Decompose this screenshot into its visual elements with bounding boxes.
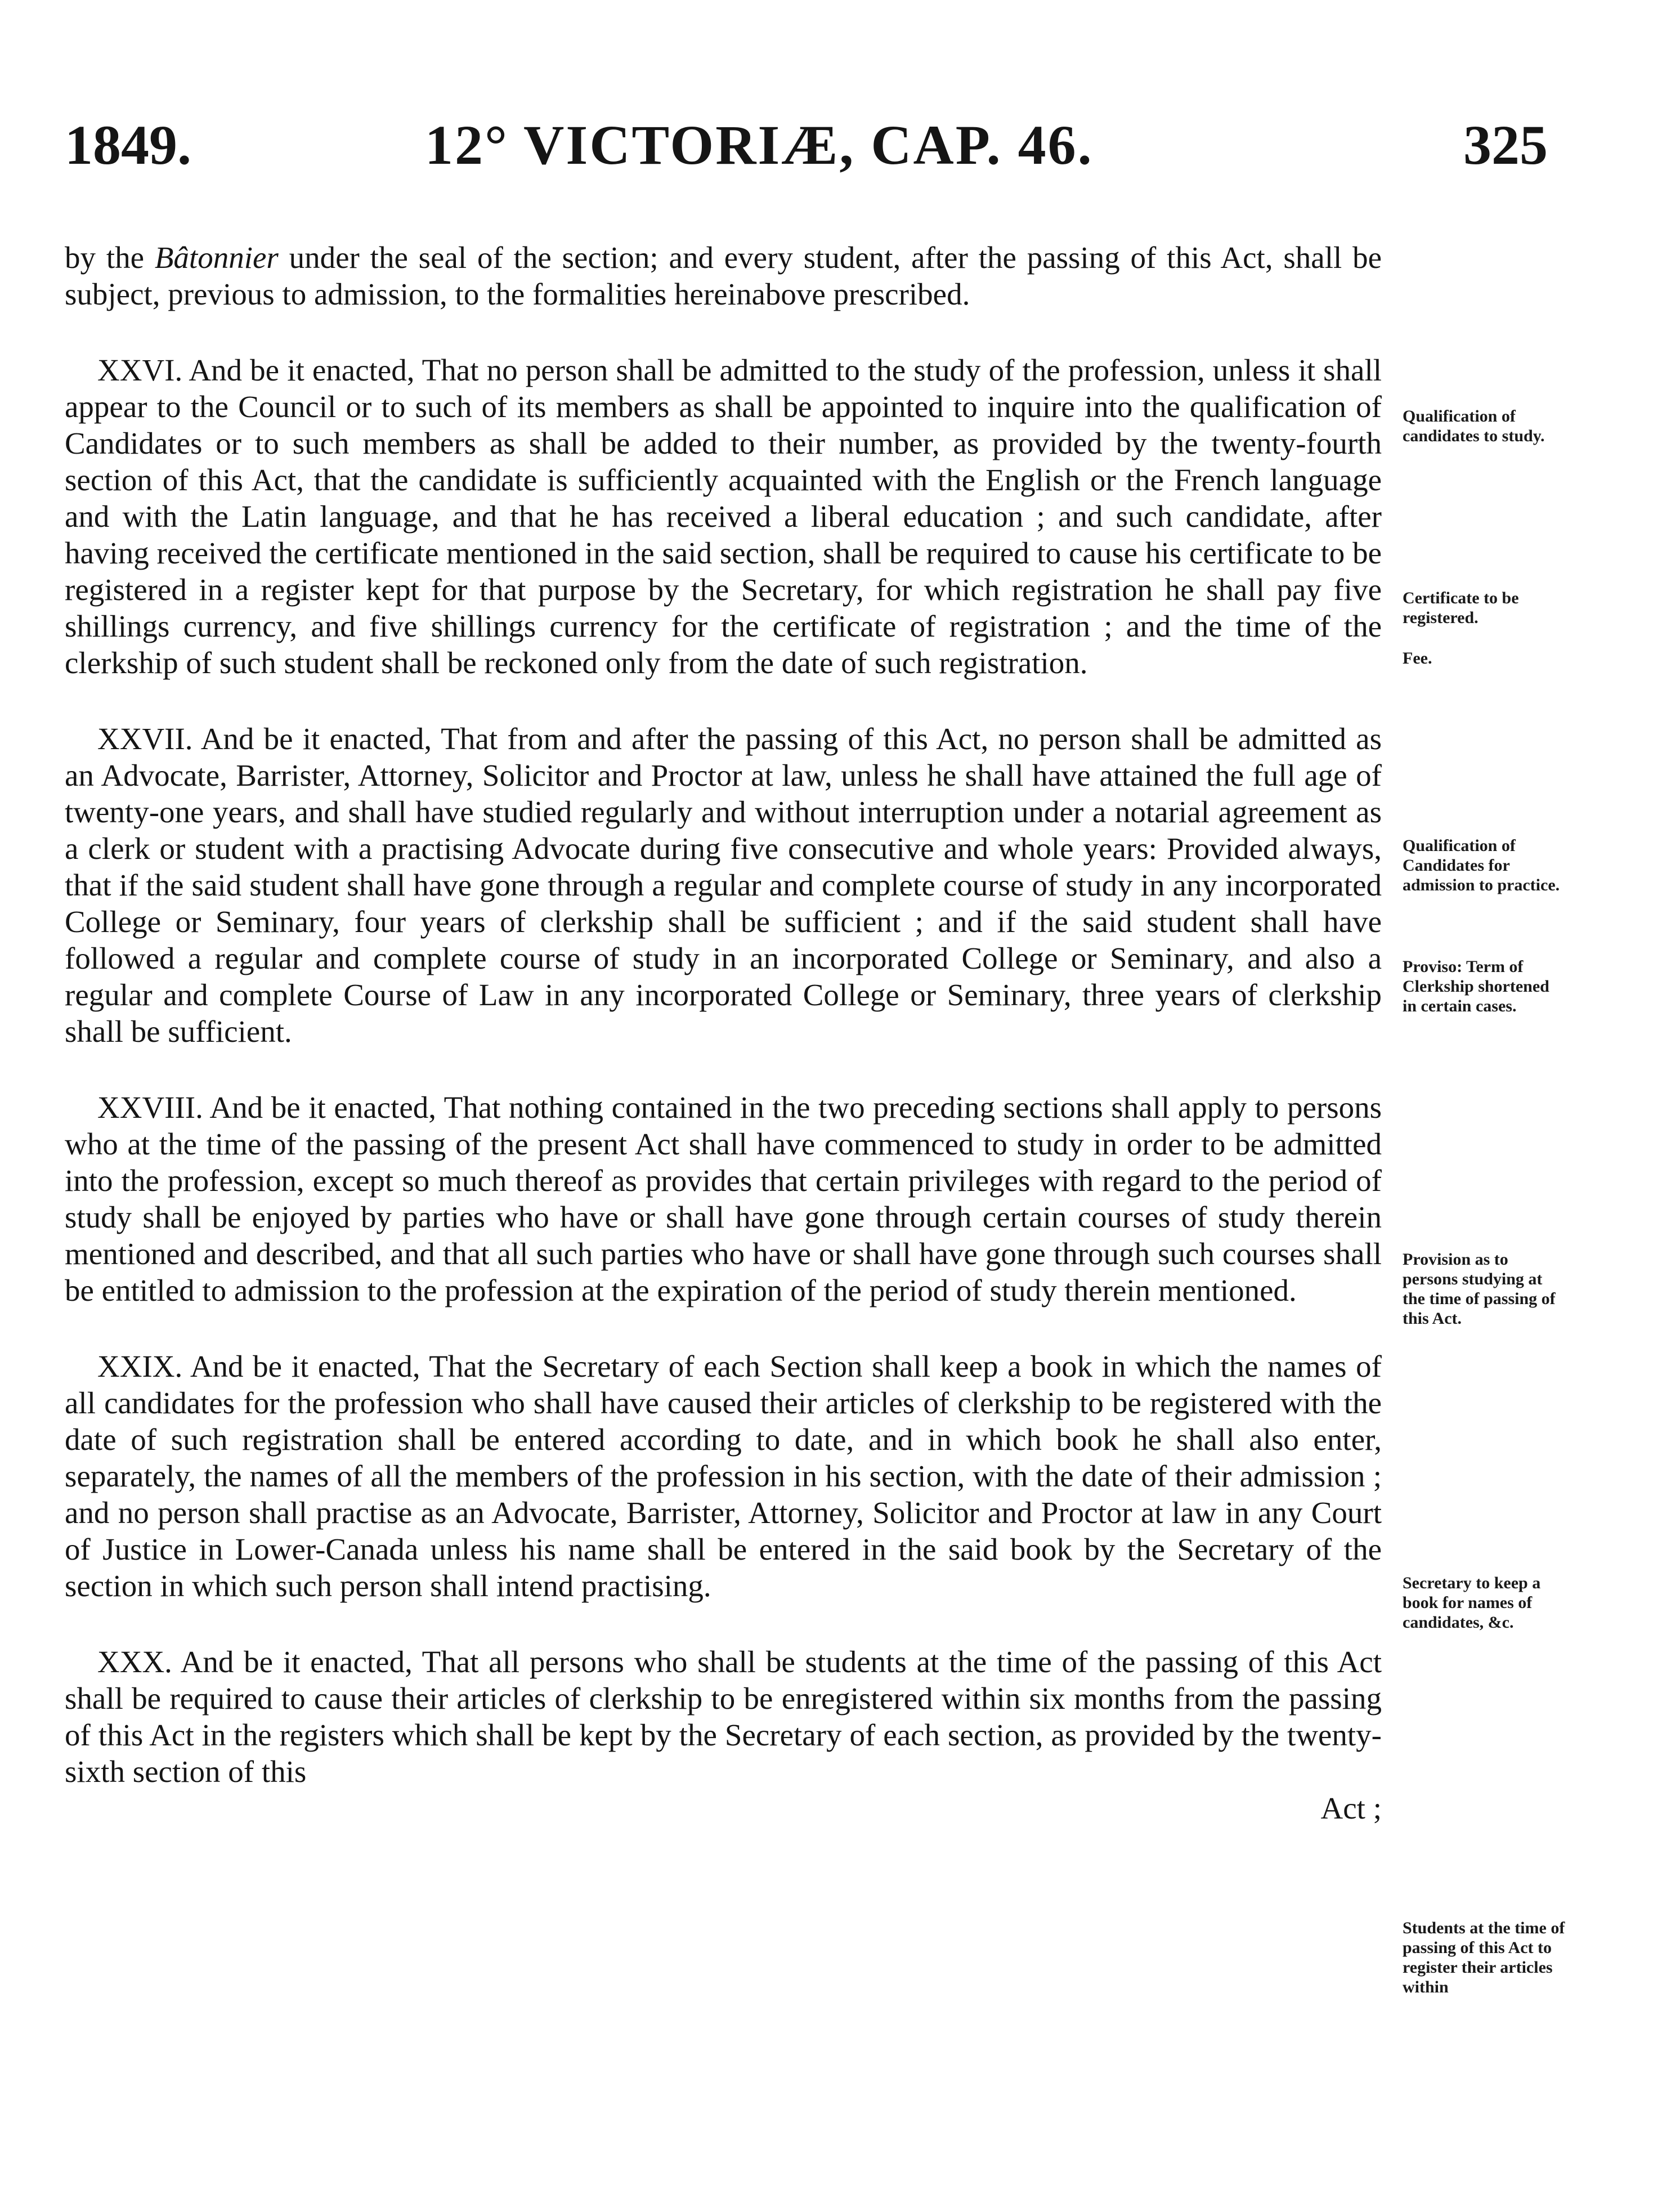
section-xxx bbox=[65, 1643, 1382, 1790]
section-xxviii bbox=[65, 1089, 1382, 1309]
margin-note: Proviso: Term of Clerkship shortened in certain cases. bbox=[1403, 957, 1549, 1015]
section-number: XXX. bbox=[97, 1645, 172, 1679]
section-xxvi bbox=[65, 352, 1382, 681]
header-year: 1849. bbox=[65, 114, 191, 176]
section-text: And be it enacted, That no person shall be admitted to the study of the profession, unless it shall appear to the Council or to such of its members as shall be appointed to inquire into the qualification of Candidates or to such members as shall be added to their number, as provided by the twenty-fourth section of this Act, that the candidate is sufficiently acquainted with the English or the French language and with the Latin language, and that he has received a liberal education ; and such candidate, after having received the certificate mentioned in the said section, shall be required to cause his certificate to be registered in a register kept for that purpose by the Secretary, for which registration he shall pay five shillings currency, and five shillings currency for the certificate of registration ; and the time of the clerkship of such student shall be reckoned only from the date of such registration. bbox=[65, 353, 1382, 680]
section-xxix bbox=[65, 1348, 1382, 1604]
margin-note: Provision as to persons studying at the time of passing of this Act. bbox=[1403, 1250, 1556, 1328]
continuation-post: under the seal of the section; and every student, after the passing of this Act, shall be subject, previous to admission, to the formalities hereinabove prescribed. bbox=[65, 240, 1382, 311]
margin-note: Students at the time of passing of this Act to register their articles within bbox=[1403, 1919, 1565, 1996]
margin-note: Secretary to keep a book for names of candidates, &c. bbox=[1403, 1574, 1541, 1632]
header-title: 12° VICTORIÆ, CAP. 46. bbox=[425, 114, 1094, 176]
section-text: And be it enacted, That nothing contained in the two preceding sections shall apply to persons who at the time of the passing of the present Act shall have commenced to study in order to be admitted into the profession, except so much thereof as provides that certain privileges with regard to the period of study shall be enjoyed by parties who have or shall have gone through certain courses of study therein mentioned and described, and that all such parties who have or shall have gone through such courses shall be entitled to admission to the profession at the expiration of the period of study therein mentioned. bbox=[65, 1090, 1382, 1307]
section-number: XXVI. bbox=[97, 353, 183, 387]
section-number: XXVIII. bbox=[97, 1090, 203, 1125]
section-number: XXVII. bbox=[97, 722, 193, 756]
section-number: XXIX. bbox=[97, 1349, 183, 1383]
continuation-paragraph bbox=[65, 239, 1382, 312]
section-text: And be it enacted, That all persons who shall be students at the time of the passing of this Act shall be required to cause their articles of clerkship to be enregistered within six months from the passing of this Act in the registers which shall be kept by the Secretary of each section, as provided by the twenty-sixth section of this bbox=[65, 1645, 1382, 1789]
section-text: And be it enacted, That from and after the passing of this Act, no person shall be admitted as an Advocate, Barrister, Attorney, Solicitor and Proctor at law, unless he shall have attained the full age of twenty-one years, and shall have studied regularly and without interruption under a notarial agreement as a clerk or student with a practising Advocate during five consecutive and whole years: Provided always, that if the said student shall have gone through a regular and complete course of study in any incorporated College or Seminary, four years of clerkship shall be sufficient ; and if the said student shall have followed a regular and complete course of study in an incorporated College or Seminary, and also a regular and complete Course of Law in any incorporated College or Seminary, three years of clerkship shall be sufficient. bbox=[65, 722, 1382, 1049]
margin-note: Qualification of Candidates for admission to practice. bbox=[1403, 836, 1560, 894]
section-xxvii bbox=[65, 720, 1382, 1050]
margin-note: Fee. bbox=[1403, 649, 1432, 668]
margin-note: Qualification of candidates to study. bbox=[1403, 407, 1545, 445]
margin-note: Certificate to be registered. bbox=[1403, 589, 1519, 627]
continuation-pre: by the bbox=[65, 240, 155, 275]
header-page-number: 325 bbox=[1463, 114, 1548, 176]
batonnier-term: Bâtonnier bbox=[154, 240, 279, 275]
closing-fragment: Act ; bbox=[1320, 1791, 1382, 1825]
main-text bbox=[65, 239, 1382, 1826]
section-text: And be it enacted, That the Secretary of each Section shall keep a book in which the names of all candidates for the profession who shall have caused their articles of clerkship to be registered with the date of such registration shall be entered according to date, and in which book he shall also enter, separately, the names of all the members of the profession in his section, with the date of their admission ; and no person shall practise as an Advocate, Barrister, Attorney, Solicitor and Proctor at law in any Court of Justice in Lower-Canada unless his name shall be entered in the said book by the Secretary of the section in which such person shall intend practising. bbox=[65, 1349, 1382, 1603]
